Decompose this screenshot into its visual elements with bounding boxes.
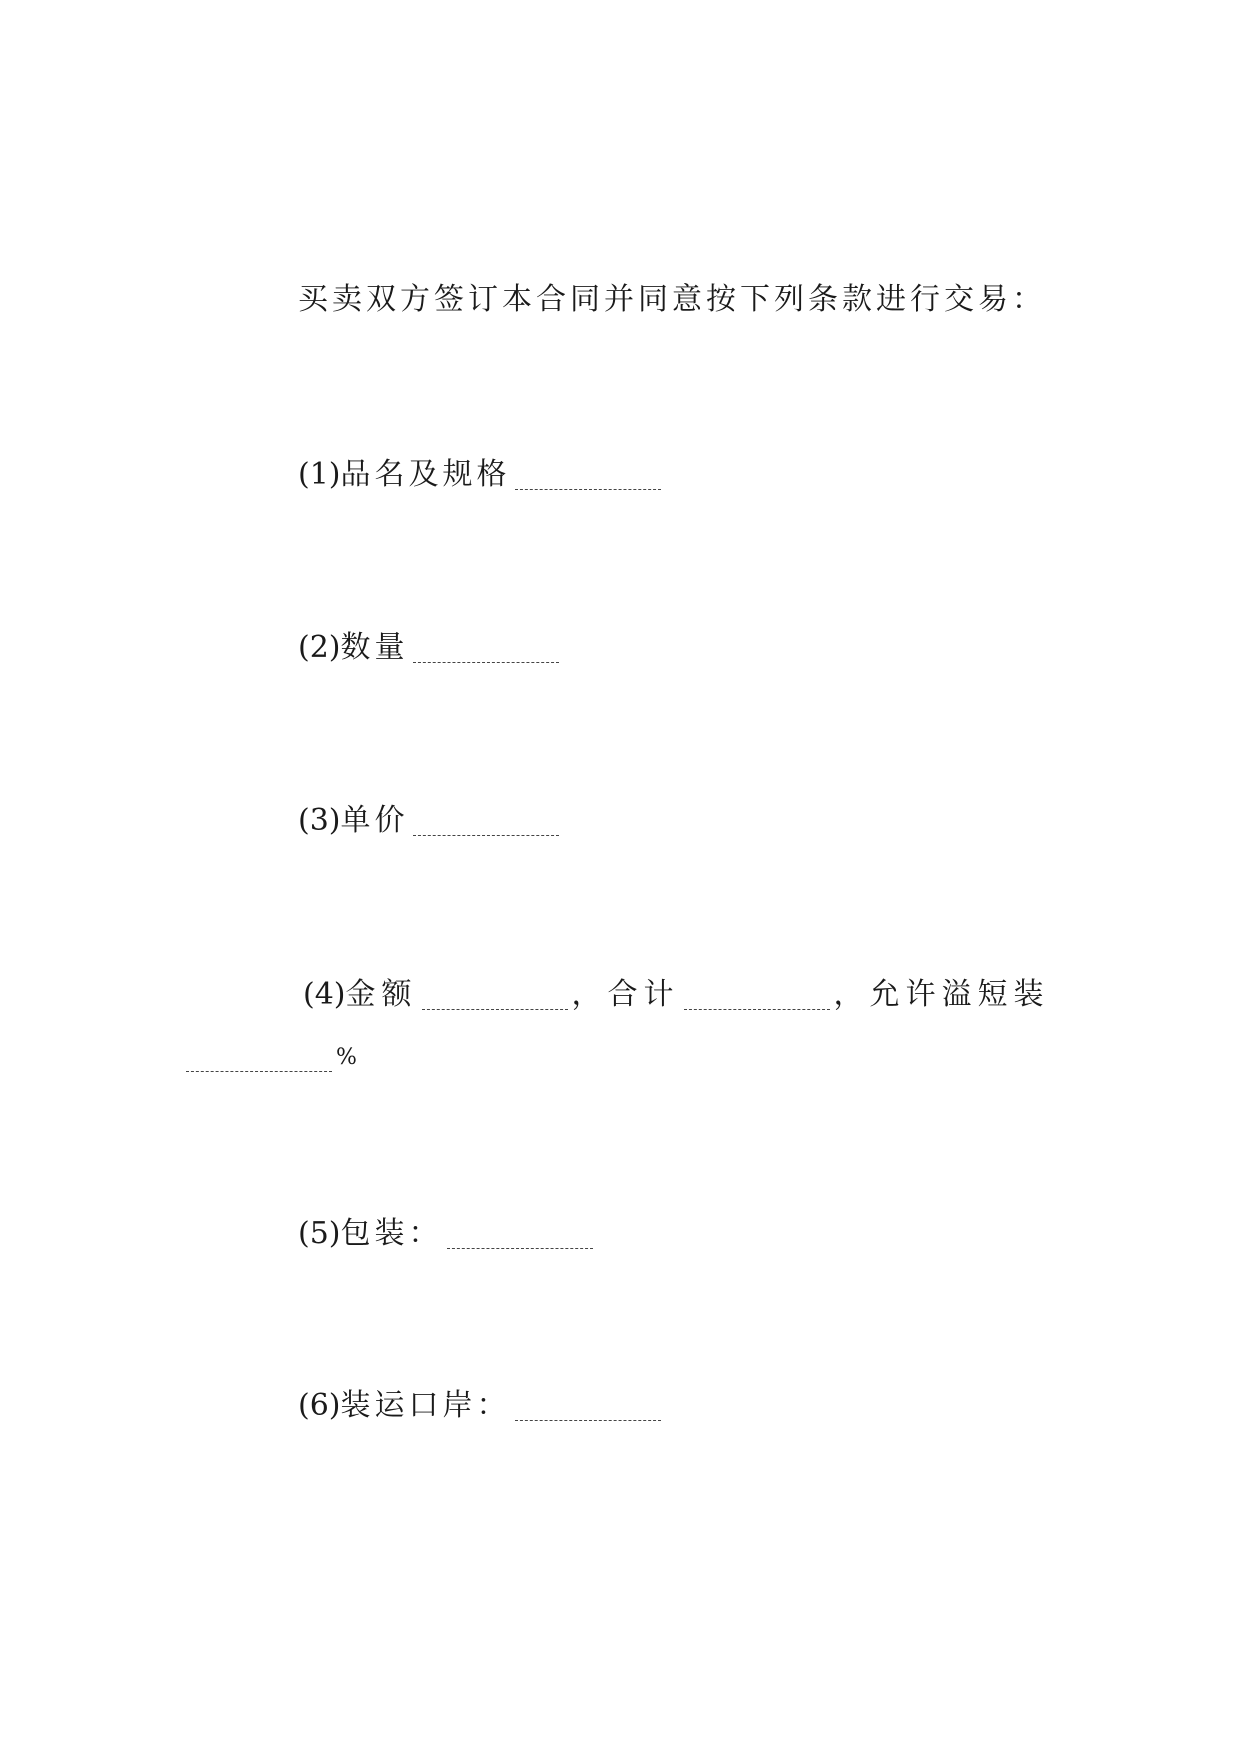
clause-2 <box>298 628 563 668</box>
clause-5 <box>298 1214 597 1254</box>
intro-text: 买卖双方签订本合同并同意按下列条款进行交易： <box>298 282 1046 317</box>
clause-4-continuation <box>186 1037 357 1078</box>
clause-label: 数量 <box>340 630 409 665</box>
clause-text-tolerance: ，允许溢短装 <box>833 977 1050 1012</box>
fill-in-blank[interactable] <box>515 1390 661 1421</box>
total-blank[interactable] <box>684 979 830 1010</box>
clause-number: (1) <box>298 457 341 492</box>
clause-4 <box>303 975 1050 1015</box>
clause-number: (5) <box>298 1216 341 1251</box>
clause-number: (2) <box>298 630 341 665</box>
clause-label: 包装： <box>340 1216 443 1251</box>
clause-1 <box>298 455 665 495</box>
percent-sign: % <box>336 1045 357 1070</box>
fill-in-blank[interactable] <box>413 632 559 663</box>
clause-label: 单价 <box>340 803 409 838</box>
clause-label: 金额 <box>345 977 418 1012</box>
clause-3 <box>298 801 563 841</box>
fill-in-blank[interactable] <box>447 1218 593 1249</box>
fill-in-blank[interactable] <box>413 805 559 836</box>
clause-label: 装运口岸： <box>340 1388 511 1423</box>
clause-6 <box>298 1386 665 1426</box>
contract-intro <box>298 280 1046 320</box>
clause-number: (4) <box>303 977 346 1012</box>
tolerance-blank[interactable] <box>186 1041 332 1072</box>
clause-label: 品名及规格 <box>340 457 511 492</box>
clause-number: (6) <box>298 1388 341 1423</box>
clause-number: (3) <box>298 803 341 838</box>
amount-blank[interactable] <box>422 979 568 1010</box>
fill-in-blank[interactable] <box>515 459 661 490</box>
clause-text-total: ，合计 <box>571 977 680 1012</box>
